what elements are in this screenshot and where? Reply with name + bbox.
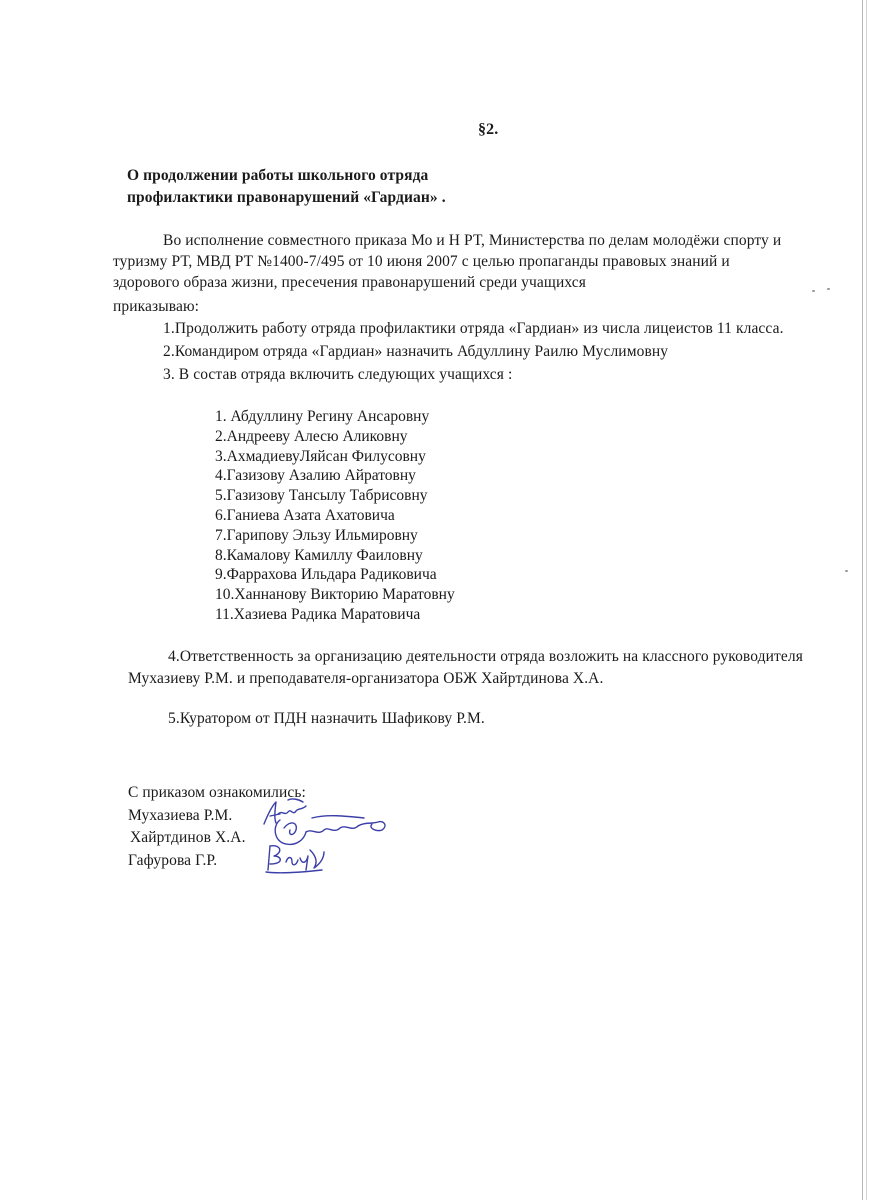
section-number: §2. <box>478 121 499 138</box>
scan-speck <box>827 288 830 290</box>
responsibility-line-2: Мухазиеву Р.М. и преподавателя-организатора ОБЖ Хайртдинова Х.А. <box>128 670 604 687</box>
student-list-item: 4.Газизову Азалию Айратовну <box>215 467 416 485</box>
scan-speck <box>845 570 848 572</box>
student-list-item: 8.Камалову Камиллу Фаиловну <box>215 546 423 564</box>
student-list-item: 11.Хазиева Радика Маратовича <box>215 605 421 623</box>
preamble-line-1: Во исполнение совместного приказа Мо и Н РТ, Министерства по делам молодёжи спорту и <box>163 232 782 249</box>
document-title-line-1: О продолжении работы школьного отряда <box>127 167 429 184</box>
signatory-name: Гафурова Г.Р. <box>128 852 218 869</box>
student-list-item: 9.Фаррахова Ильдара Радиковича <box>215 566 437 584</box>
student-list-item: 3.АхмадиевуЛяйсан Филусовну <box>215 447 426 465</box>
preamble-line-2: туризму РТ, МВД РТ №1400-7/495 от 10 июня 2007 с целью пропаганды правовых знаний и <box>113 253 730 270</box>
order-item-3: 3. В состав отряда включить следующих учащихся : <box>163 366 513 383</box>
scan-speck <box>812 290 815 292</box>
order-word: приказываю: <box>113 298 200 315</box>
student-list-item: 1. Абдуллину Регину Ансаровну <box>215 408 430 425</box>
scan-edge-line <box>866 0 867 1200</box>
student-list <box>215 407 455 625</box>
scan-edge-line <box>862 0 863 1200</box>
signatory-name: Хайртдинов Х.А. <box>130 829 246 846</box>
order-item-2: 2.Командиром отряда «Гардиан» назначить Абдуллину Раилю Муслимовну <box>163 343 669 360</box>
student-list-item: 2.Андрееву Алесю Аликовну <box>215 427 408 445</box>
acknowledged-label: С приказом ознакомились: <box>128 784 306 801</box>
student-list-item: 5.Газизову Тансылу Табрисовну <box>215 487 428 505</box>
student-list-item: 6.Ганиева Азата Ахатовича <box>215 506 395 524</box>
signatory-name: Мухазиева Р.М. <box>128 807 233 824</box>
signature-3 <box>262 842 332 876</box>
curator-line: 5.Куратором от ПДН назначить Шафикову Р.М. <box>168 710 485 727</box>
student-list-item: 7.Гарипову Эльзу Ильмировну <box>215 526 418 544</box>
document-title-line-2: профилактики правонарушений «Гардиан» . <box>127 189 446 206</box>
order-item-1: 1.Продолжить работу отряда профилактики отряда «Гардиан» из числа лицеистов 11 класса. <box>163 320 784 337</box>
student-list-item: 10.Ханнанову Викторию Маратовну <box>215 586 455 604</box>
responsibility-line-1: 4.Ответственность за организацию деятельности отряда возложить на классного руководителя <box>168 648 803 665</box>
preamble-line-3: здорового образа жизни, пресечения правонарушений среди учащихся <box>113 274 586 291</box>
